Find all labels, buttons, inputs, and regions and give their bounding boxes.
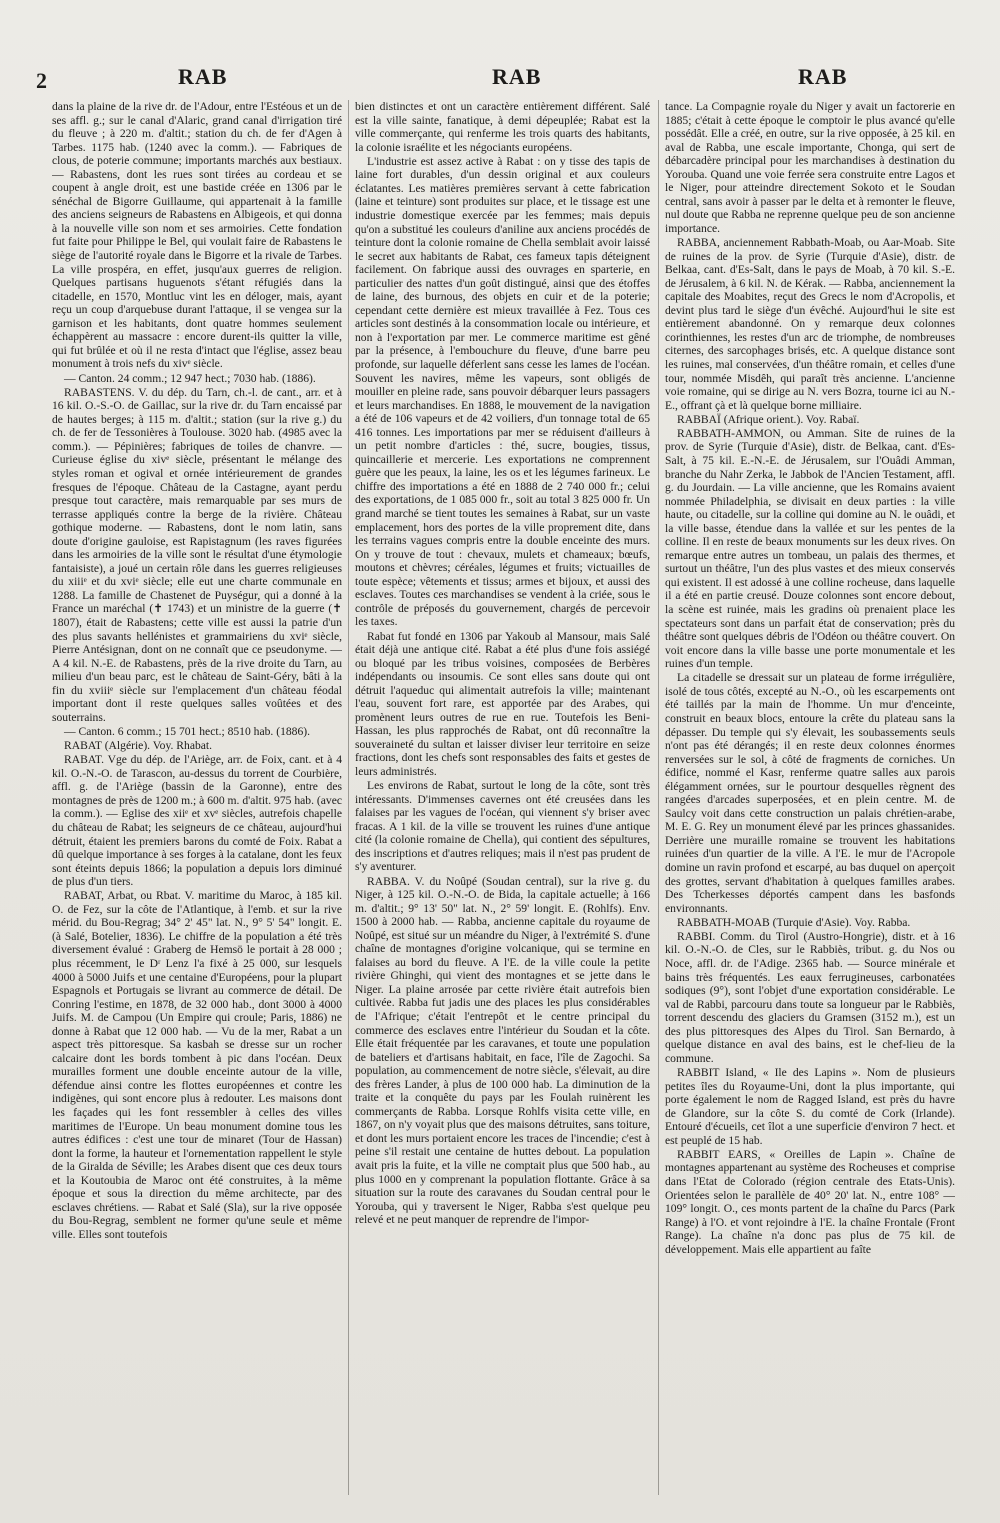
- column-1-headword: RAB: [178, 64, 228, 89]
- entry-rabastens-tarn: RABASTENS. V. du dép. du Tarn, ch.-l. de cant., arr. et à 16 kil. O.-S.-O. de Gaillac, sur la rive dr. du Tarn encaissé par de hautes berges; à 115 m. d'altit.; station (sur la rive g.) du ch. de fer de Tessonières à Toulouse. 3020 hab. (4985 avec la comm.). — Pépinières; fabriques de toiles de chanvre. — Curieuse église du xivᵉ siècle, présentant le mélange des styles roman et ogival et ornée intérieurement de grandes fresques de l'époque. Château de la Castagne, ayant perdu presque tout caractère, mais remarquable par ses murs de terrasse appliqués contre la berge de la rivière. Château gothique moderne. — Rabastens, dont le nom latin, sans doute d'origine gauloise, est Rapistagnum (les raves figurées dans les armoiries de la ville sont le résultat d'une étymologie fantaisiste), a joué un certain rôle dans les guerres religieuses du xiiiᵉ et du xviᵉ siècle; elle eut une charte communale en 1288. La famille de Chastenet de Puységur, qui a donné à la France un maréchal (✝ 1743) et un ministre de la guerre (✝ 1807), était de Rabastens; cette ville est aussi la patrie d'un des plus savants hellénistes et grammairiens du xviᵉ siècle, Pierre Antésignan, dont on ne connaît que ce pseudonyme. — A 4 kil. N.-E. de Rabastens, près de la rive droite du Tarn, au milieu d'un beau parc, est le château de Saint-Géry, bâti à la fin du xviiiᵉ siècle sur l'emplacement d'un château féodal important dont il reste quelques salles voûtées et des souterrains.: [52, 385, 342, 724]
- entry-rabbit-ears: RABBIT EARS, « Oreilles de Lapin ». Chaîne de montagnes appartenant au système des Rocheuses et comprise dans l'Etat de Colorado (région centrale des Etats-Unis). Orientées selon le parallèle de 40° 20' lat. N., entre 108° — 109° longit. O., ces monts partent de la chaîne du Parcs (Park Range) à l'O. et vont rejoindre à l'E. la chaîne Frontale (Front Range). La chaîne n'a donc pas plus de 75 kil. de développement. Mais elle appartient au faîte: [665, 1147, 955, 1256]
- entry-rabat-maroc: RABAT, Arbat, ou Rbat. V. maritime du Maroc, à 185 kil. O. de Fez, sur la côte de l'Atlantique, à l'emb. et sur la rive mérid. du Bou-Regrag; 34° 2' 45" lat. N., 9° 5' 54" longit. E. (à Salé, Botelier, 1836). Le chiffre de la population a été très diversement évalué : Graberg de Hemsö le portait à 28 000 ; plus récemment, le Dʳ Lenz l'a fixé à 25 000, sur lesquels 4000 à 5000 Juifs et une centaine d'Européens, pour la plupart Espagnols et Portugais se livrant au commerce de détail. De Conring l'estime, en 1878, de 32 000 hab., dont 3000 à 4000 Juifs. M. de Campou (Un Empire qui croule; Paris, 1886) ne donne à Rabat que 12 000 hab. — Vu de la mer, Rabat a un aspect très pittoresque. Sa kasbah se dresse sur un rocher calcaire dont les bords tombent à pic dans l'océan. Deux murailles forment une double enceinte autour de la ville, défendue ainsi contre les flottes européennes et contre les indigènes, qui sont encore plus à redouter. Les maisons dont les façades qui les font ressembler à celles des villes maritimes de l'Europe. Un beau monument domine tous les autres édifices : c'est une tour de minaret (Tour de Hassan) dont la forme, la hauteur et l'ornementation rappellent le style de la Giralda de Séville; les Arabes disent que ces deux tours et la Koutoubia de Maroc ont été construites, à la même époque et sous la direction du même architecte, par des esclaves chrétiens. — Rabat et Salé (Sla), sur la rive opposée du Bou-Regrag, semblent ne former qu'une seule et même ville. Elles sont toutefois: [52, 889, 342, 1241]
- text-column-2: [355, 100, 650, 1502]
- entry-rabat-ariege: RABAT. Vge du dép. de l'Ariège, arr. de Foix, cant. et à 4 kil. O.-N.-O. de Tarascon, au-dessus du torrent de Courbière, affl. g. de l'Ariège (bassin de la Garonne), entre des montagnes de près de 1200 m.; à 600 m. d'altit. 975 hab. (avec la comm.). — Eglise des xiiᵉ et xvᵉ siècles, autrefois chapelle du château de Rabat; les seigneurs de ce château, aujourd'hui détruit, étaient les premiers barons du comté de Foix. Rabat a dû quelque importance à ses forges à la catalane, dont les feux sont éteints depuis 1866; la population a depuis lors diminué de plus d'un tiers.: [52, 753, 342, 889]
- column-rule-1: [348, 100, 349, 1495]
- running-header: [0, 64, 1000, 94]
- page-number: 2: [36, 68, 47, 93]
- column-rule-2: [658, 100, 659, 1495]
- column-3-headword: RAB: [798, 64, 848, 89]
- entry-rabba-syrie: RABBA, anciennement Rabbath-Moab, ou Aar-Moab. Site de ruines de la prov. de Syrie (Turquie d'Asie), distr. de Belkaa, cant. d'Es-Salt, dans le pays de Moab, à 70 kil. S.-E. de Jérusalem, à 6 kil. N. de Kérak. — Rabba, anciennement la capitale des Moabites, reçut des Grecs le nom d'Acropolis, et devint plus tard le siège d'un évêché. Aujourd'hui le site est entièrement abandonné. On y remarque deux colonnes corinthiennes, les restes d'un arc de triomphe, de nombreuses citernes, des sarcophages brisés, etc. A quelque distance sont les ruines, mal conservées, d'un théâtre romain, et celles d'une tour, nommée Misdêh, qui paraît très ancienne. L'ancienne voie romaine, qui se dirige au N. vers Bozra, tourne ici au N.-E., offrant çà et là quelque borne milliaire.: [665, 236, 955, 412]
- paragraph: bien distinctes et ont un caractère entièrement différent. Salé est la ville sainte, fanatique, à demi dépeuplée; Rabat est la ville commerçante, qui renferme les trois quarts des habitants, la colonie israélite et les négociants européens.: [355, 100, 650, 154]
- paragraph: tance. La Compagnie royale du Niger y avait un factorerie en 1885; c'était à cette époque le comptoir le plus avancé qu'elle possédât. Elle a créé, en outre, sur la rive opposée, à 25 kil. en aval de Rabba, une escale importante, Chonga, qui sert de débarcadère principal pour les marchandises à destination du Yorouba. Quand une voie ferrée sera construite entre Lagos et le Niger, pour atteindre directement Sokoto et le Soudan central, sans avoir à passer par le delta et à remonter le fleuve, nul doute que Rabba ne reprenne quelque peu de son ancienne importance.: [665, 100, 955, 235]
- paragraph: Rabat fut fondé en 1306 par Yakoub al Mansour, mais Salé était déjà une antique cité. Rabat a été plus d'une fois assiégé ou bloqué par les tribus voisines, composées de Berbères indépendants ou insoumis. Ce sont elles sans doute qui ont détruit l'aqueduc qui alimentait autrefois la ville; maintenant l'eau, souvent fort rare, est apportée par des Arabes, qui promènent leurs outres de rue en rue. Toutefois les Beni-Hassan, les plus rapprochés de Rabat, ont dû reconnaître la souveraineté du sultan et laisser diviser leur territoire en seize fractions, dont les chefs sont responsables des faits et gestes de leurs administrés.: [355, 629, 650, 778]
- text-column-3: [665, 100, 955, 1502]
- entry-rabbit-island: RABBIT Island, « Ile des Lapins ». Nom de plusieurs petites îles du Royaume-Uni, dont la plus importante, qui porte également le nom de Ragged Island, est près du havre de Glandore, sur la côte S. du comté de Cork (Irlande). Entouré d'écueils, cet îlot a une superficie d'environ 7 hect. et est peuplé de 15 hab.: [665, 1065, 955, 1147]
- paragraph: dans la plaine de la rive dr. de l'Adour, entre l'Estéous et un de ses affl. g.; sur le canal d'Alaric, grand canal d'irrigation tiré du fleuve ; à 220 m. d'altit.; station du ch. de fer d'Agen à Tarbes. 1175 hab. (1240 avec la comm.). — Fabriques de clous, de poterie commune; importants marchés aux bestiaux. — Rabastens, dont les rues sont tirées au cordeau et se coupent à angle droit, est une bastide créée en 1306 par le sénéchal de Bigorre Guillaume, qui appartenait à la famille des anciens seigneurs de Rabastens en Albigeois, et qui donna à la nouvelle ville son nom et ses armoiries. Cette fondation fut faite pour Philippe le Bel, qui voulait faire de Rabastens le siège de l'autorité royale dans le Bigorre et la rivale de Tarbes. La ville prospéra, en effet, jusqu'aux guerres de religion. Quelques partisans huguenots s'étant réfugiés dans la citadelle, en 1570, Montluc vint les en déloger, mais, ayant reçu un coup d'arquebuse durant l'attaque, il se vengea sur la garnison et les habitants, dont quatre hommes seulement échappèrent au massacre : encore durent-ils quitter la ville, qui fut brûlée et où il ne resta d'intact que l'église, assez beau monument à trois nefs du xivᵉ siècle.: [52, 100, 342, 371]
- entry-rabbath-moab: RABBATH-MOAB (Turquie d'Asie). Voy. Rabba.: [677, 915, 911, 929]
- entry-rabba-noupe: RABBA. V. du Noûpé (Soudan central), sur la rive g. du Niger, à 125 kil. O.-N.-O. de Bida, la capitale actuelle; à 166 m. d'altit.; 9° 13' 50" lat. N., 2° 59' longit. E. (Rohlfs). Env. 1500 à 2000 hab. — Rabba, ancienne capitale du royaume de Noûpé, est situé sur un méandre du Niger, à l'extrémité S. d'une chaîne de montagnes d'origine volcanique, qui se termine en falaises au bord du fleuve. A l'E. de la ville coule la petite rivière Ghinghi, qui vient des montagnes et se jette dans le Niger. La plaine arrosée par cette rivière était autrefois bien cultivée. Rabba fut jadis une des places les plus considérables de l'Afrique; c'était l'entrepôt et le centre principal du commerce des esclaves entre l'intérieur du Soudan et la côte. Elle était fréquentée par les caravanes, et toute une population de bateliers et d'artisans habitait, en face, l'île de Zagochi. Sa population, au commencement de notre siècle, s'élevait, au dire des frères Lander, à plus de 100 000 hab. La diminution de la traite et la conquête du pays par les Foulah ruinèrent les commerçants de Rabba. Lorsque Rohlfs visita cette ville, en 1867, on n'y voyait plus que des maisons détruites, sans toiture, et dont les murs portaient encore les traces de l'incendie; c'est à peine s'il restait une centaine de huttes debout. La population avait pris la fuite, et la ville ne comptait plus que 500 hab., au plus 1000 en y comprenant la population flottante. Grâce à sa situation sur la route des caravanes du Soudan central pour le Yorouba, qui y traversent le Niger, Rabba s'est quelque peu relevé et ne peut manquer de reprendre de l'impor-: [355, 874, 650, 1227]
- text-column-1: [52, 100, 342, 1502]
- entry-rabat-algerie: RABAT (Algérie). Voy. Rhabat.: [64, 739, 213, 753]
- paragraph: La citadelle se dressait sur un plateau de forme irrégulière, isolé de tous côtés, excepté au N.-O., où les escarpements ont été taillés par la main de l'homme. Un mur d'enceinte, construit en beaux blocs, entoure la crête du plateau sans la dépasser. Du temple qui s'y élevait, les soubassements seuls n'ont pas été dérangés; il en reste deux colonnes énormes renversées sur le sol, à côté de fragments de corniches. Un édifice, nommé el Kasr, renferme quatre salles aux parois élégamment ornées, sur le pourtour desquelles règnent des rangées d'arcades superposées, et en plein centre. M. de Saulcy voit dans cette construction un palais chrétien-arabe, M. E. G. Rey un monument élevé par les princes ghassanides. Derrière une muraille romaine se trouvent les habitations ruinées d'un quartier de la ville. A l'E. le mur de l'Acropole domine un ravin profond et escarpé, au bas duquel on aperçoit des grottes, servant d'habitation à quelques familles arabes. Des Tcherkesses déportés campent dans les basfonds environnants.: [665, 671, 955, 915]
- paragraph: Les environs de Rabat, surtout le long de la côte, sont très intéressants. D'immenses cavernes ont été creusées dans les falaises par les vagues de l'océan, qui viennent s'y briser avec fracas. A 1 kil. de la ville se trouvent les ruines d'une antique cité (la colonie romaine de Chella), qui contient des sépultures, des inscriptions et d'autres reliques; mais il n'est pas prudent de s'y aventurer.: [355, 779, 650, 874]
- entry-rabbath-ammon: RABBATH-AMMON, ou Amman. Site de ruines de la prov. de Syrie (Turquie d'Asie), distr. de Belkaa, cant. d'Es-Salt, à 75 kil. E.-N.-E. de Jérusalem, sur l'Ouâdi Amman, branche du Nahr Zerka, le Jabbok de l'Ancien Testament, affl. g. du Jourdain. — La ville ancienne, que les Romains avaient nommée Philadelphia, se divisait en deux parties : la ville haute, ou citadelle, sur la colline qui domine au N. le ouâdi, et la ville basse, étendue dans la vallée et sur les pentes de la colline. Il en reste de beaux monuments sur les deux rives. On remarque entre autres un tombeau, un palais des thermes, et surtout un théâtre, l'un des plus vastes et des mieux conservés qui existent. Il est adossé à une colline rocheuse, dans laquelle il a été en partie creusé. Douze colonnes sont encore debout, la scène est ruinée, mais les gradins où prenaient place les spectateurs sont dans un parfait état de conservation; près du théâtre sont quelques débris de l'Odéon ou théâtre couvert. On voit encore dans la ville basse une porte monumentale et les ruines d'un temple.: [665, 426, 955, 671]
- paragraph: — Canton. 24 comm.; 12 947 hect.; 7030 hab. (1886).: [64, 371, 316, 385]
- entry-rabbi: RABBI. Comm. du Tirol (Austro-Hongrie), distr. et à 16 kil. O.-N.-O. de Cles, sur le Rabbiès, tribut. g. du Nos ou Noce, affl. dr. de l'Adige. 2365 hab. — Source minérale et bains très fréquentés. Les eaux ferrugineuses, carbonatées sodiques (9°), sont l'objet d'une exportation considérable. Le val de Rabbi, parcouru dans toute sa longueur par le Rabbiès, torrent descendu des glaciers du Gramsen (3152 m.), est un des plus pittoresques des Alpes du Tirol. San Bernardo, à quelque distance en aval des bains, est le chef-lieu de la commune.: [665, 929, 955, 1065]
- column-2-headword: RAB: [492, 64, 542, 89]
- paragraph: — Canton. 6 comm.; 15 701 hect.; 8510 hab. (1886).: [64, 724, 311, 738]
- paragraph: L'industrie est assez active à Rabat : on y tisse des tapis de laine fort durables, d'un dessin original et aux couleurs éclatantes. Les matières premières servant à cette fabrication (laine et teinture) sont produites sur place, et le tissage est une industrie domestique exercée par les femmes; mais depuis qu'on a substitué les couleurs d'aniline aux anciens procédés de teinture dont la colonie romaine de Chella semblait avoir laissé le secret aux habitants de Rabat, ces fameux tapis déteignent facilement. On fabrique aussi des ouvrages en sparterie, en particulier des nattes d'un goût distingué, ainsi que des étoffes de laine, des burnous, des objets en cuir et de la poterie; cependant cette dernière est mieux travaillée à Fez. Tous ces articles sont destinés à la consommation locale ou intérieure, et non à l'exportation par mer. Le commerce maritime est gêné par la présence, à l'embouchure du fleuve, d'une barre peu profonde, sur laquelle déferlent sans cesse les lames de l'océan. Souvent les navires, même les vapeurs, sont obligés de mouiller en pleine rade, sans pouvoir débarquer leurs passagers et leurs marchandises. En 1888, le mouvement de la navigation a été de 106 vapeurs et de 42 voiliers, d'un tonnage total de 65 416 tonnes. Les importations par mer se réduisent d'ailleurs à un petit nombre d'articles : thé, sucre, bougies, tissus, quincaillerie et mercerie. Les exportations ne comprennent guère que les peaux, la laine, les os et les légumes farineux. Le chiffre des importations a été en 1888 de 2 740 000 fr.; celui des exportations, de 1 085 000 fr., soit au total 3 825 000 fr. Un grand marché se tient toutes les semaines à Rabat, sur un vaste emplacement, hors des portes de la ville proprement dite, dans les terrains vagues compris entre la double enceinte des murs. On y trouve de tout : chevaux, mulets et chameaux; bœufs, moutons et chèvres; céréales, légumes et fruits; victuailles de toute espèce; vêtements et tissus; armes et bijoux, et aussi des esclaves. Toutes ces marchandises se vendent à la criée, sous le contrôle de préposés du gouvernement, chargés de percevoir les taxes.: [355, 154, 650, 629]
- entry-rabbai: RABBAÏ (Afrique orient.). Voy. Rabaï.: [677, 412, 860, 426]
